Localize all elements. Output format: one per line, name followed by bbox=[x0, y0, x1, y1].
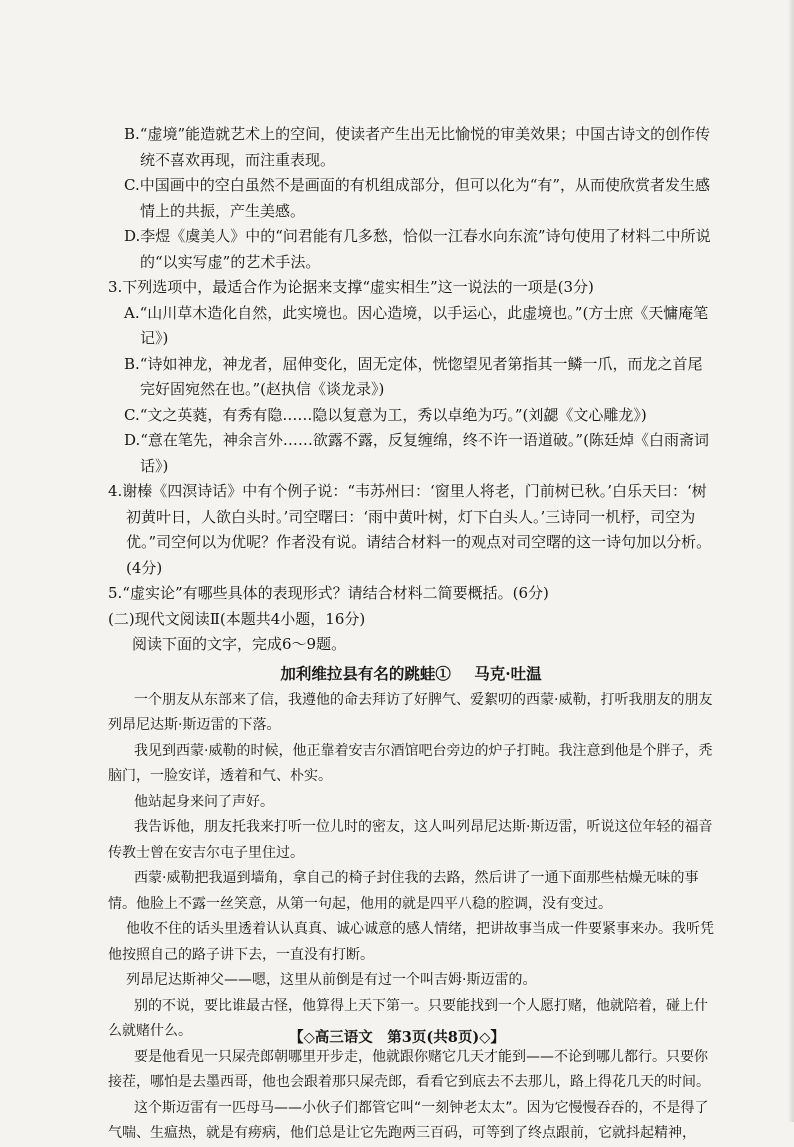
option-d: D.李煜《虞美人》中的“问君能有几多愁，恰似一江春水向东流”诗句使用了材料二中所说的“以实写虚”的艺术手法。 bbox=[124, 227, 711, 271]
story-paragraph: 我告诉他，朋友托我来打听一位儿时的密友，这人叫列昂尼达斯·斯迈雷，听说这位年轻的福音传教士曾在安吉尔屯子里住过。 bbox=[108, 819, 713, 861]
page-footer: 【◇高三语文 第3页(共8页)◇】 bbox=[289, 1029, 505, 1046]
q3-option-c: C.“文之英蕤，有秀有隐……隐以复意为工，秀以卓绝为巧。”(刘勰《文心雕龙》) bbox=[124, 405, 647, 424]
story-title-text: 加利维拉县有名的跳蛙① bbox=[280, 663, 451, 683]
story-paragraph: 我见到西蒙·威勒的时候，他正靠着安吉尔酒馆吧台旁边的炉子打盹。我注意到他是个胖子，秃脑门，一脸安详，透着和气、朴实。 bbox=[108, 742, 713, 784]
story-paragraph: 西蒙·威勒把我逼到墙角，拿自己的椅子封住我的去路，然后讲了一通下面那些枯燥无味的事情。他脸上不露一丝笑意，从第一句起，他用的就是四平八稳的腔调，没有变过。 bbox=[108, 870, 699, 912]
question-4: 4.谢榛《四溟诗话》中有个例子说：“韦苏州曰：‘窗里人将老，门前树已秋。’白乐天曰：‘树初黄叶日，人欲白头时。’司空曙曰：‘雨中黄叶树，灯下白头人。’三诗同一机杼，司空为优。”司空何以为优呢？作者没有说。请结合材料一的观点对司空曙的这一诗句加以分析。(4分) bbox=[108, 482, 712, 577]
story-author: 马克·吐温 bbox=[474, 663, 542, 683]
story-paragraph: 这个斯迈雷有一匹母马——小伙子们都管它叫“一刻钟老太太”。因为它慢慢吞吞的，不是得了气喘、生瘟热，就是有痨病，他们总是让它先跑两三百码，可等到了终点跟前，它就抖起精神， bbox=[108, 1099, 709, 1141]
option-b: B.“虚境”能造就艺术上的空间，使读者产生出无比愉悦的审美效果；中国古诗文的创作传统不喜欢再现，而注重表现。 bbox=[124, 125, 711, 169]
question-3-stem: 3.下列选项中，最适合作为论据来支撑“虚实相生”这一说法的一项是(3分) bbox=[108, 278, 594, 296]
question-5: 5.“虚实论”有哪些具体的表现形式？请结合材料二简要概括。(6分) bbox=[108, 584, 549, 602]
section-heading: (二)现代文阅读Ⅱ(本题共4小题，16分) bbox=[108, 609, 366, 628]
question-2-options bbox=[108, 122, 714, 275]
reading-instruction: 阅读下面的文字，完成6～9题。 bbox=[132, 635, 347, 653]
story-body bbox=[108, 688, 714, 1147]
q3-option-b: B.“诗如神龙，神龙者，屈伸变化，固无定体，恍惚望见者第指其一鳞一爪，而龙之首尾完好固宛然在也。”(赵执信《谈龙录》) bbox=[124, 354, 703, 398]
story-paragraph: 他收不住的话头里透着认认真真、诚心诚意的感人情绪，把讲故事当成一件要紧事来办。我听凭他按照自己的路子讲下去，一直没有打断。 bbox=[108, 921, 714, 963]
question-3 bbox=[108, 275, 714, 479]
scan-edge-shadow bbox=[788, 0, 794, 1122]
story-paragraph: 一个朋友从东部来了信，我遵他的命去拜访了好脾气、爱絮叨的西蒙·威勒，打听我朋友的朋友列昂尼达斯·斯迈雷的下落。 bbox=[108, 691, 713, 733]
question-4-5 bbox=[108, 479, 714, 658]
story-title bbox=[108, 660, 714, 688]
story-paragraph: 列昂尼达斯神父——嗯，这里从前倒是有过一个叫吉姆·斯迈雷的。 bbox=[126, 972, 537, 988]
q3-option-a: A.“山川草木造化自然，此实境也。因心造境，以手运心，此虚境也。”(方士庶《天慵庵笔记》) bbox=[124, 303, 709, 347]
story-paragraph: 他站起身来问了声好。 bbox=[134, 793, 274, 810]
q3-option-d: D.“意在笔先，神余言外……欲露不露，反复缠绵，终不许一语道破。”(陈廷焯《白雨斋词话》) bbox=[124, 431, 709, 475]
option-c: C.中国画中的空白虽然不是画面的有机组成部分，但可以化为“有”，从而使欣赏者发生感情上的共振，产生美感。 bbox=[124, 176, 711, 220]
story-paragraph: 要是他看见一只屎壳郎朝哪里开步走，他就跟你赌它几天才能到——不论到哪儿都行。只要你接茬，哪怕是去墨西哥，他也会跟着那只屎壳郎，看看它到底去不去那儿，路上得花几天的时间。 bbox=[108, 1048, 710, 1090]
story-paragraph: 别的不说，要比谁最古怪，他算得上天下第一。只要能找到一个人愿打赌，他就陪着，碰上什么就赌什么。 bbox=[108, 997, 708, 1039]
